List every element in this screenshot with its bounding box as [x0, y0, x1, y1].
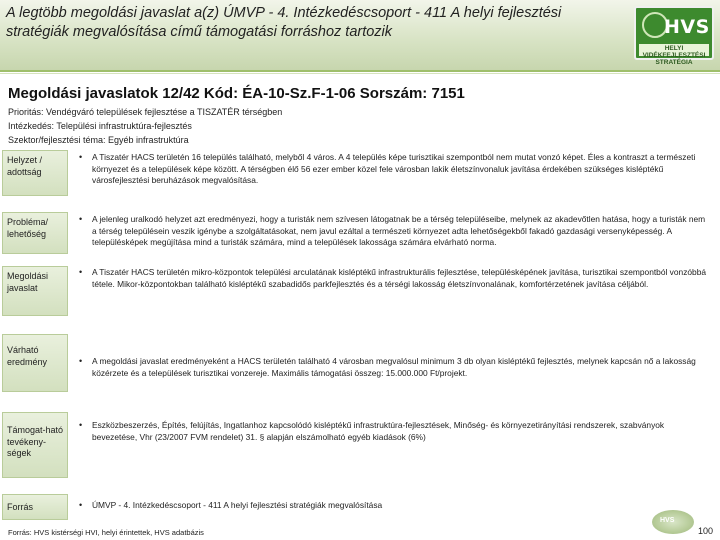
row-text-megoldas: A Tiszatér HACS területén mikro-központok települési arculatának kisléptékű infrastrukturális fejlesztése, településképének javítása, turisztikai szempontból vonzóbbá tétele. Mikor-központokban található kisléptékű szabadidős parkfejlesztés és a térségi lakosság életszínvonalának, komfortérzetének javítása céljából. — [92, 267, 707, 289]
header-title: A legtöbb megoldási javaslat a(z) ÚMVP - 4. Intézkedéscsoport - 411 A helyi fejlesztési stratégiák megvalósítása című támogatási forráshoz tartozik — [6, 5, 562, 40]
row-bullet: • — [79, 420, 83, 430]
row-bullet: • — [79, 267, 83, 277]
header-divider — [0, 70, 720, 72]
sector-line: Szektor/fejlesztési téma: Egyéb infrastruktúra — [8, 135, 189, 145]
row-text-tevekenysegek: Eszközbeszerzés, Építés, felújítás, Ingatlanhoz kapcsolódó kisléptékű infrastruktúra-fejlesztések, Minőség- és környezetirányítási rendszerek, szabványok bevezetése, Vhr (23/2007 FVM rendelet) 31. § alapján elszámolható egyéb kiadások (6%) — [92, 420, 665, 442]
row-text-forras: ÚMVP - 4. Intézkedéscsoport - 411 A helyi fejlesztési stratégiák megvalósítása — [92, 500, 383, 510]
row-label-eredmeny: Várható eredmény — [2, 334, 68, 392]
row-bullet: • — [79, 356, 83, 366]
row-label-forras: Forrás — [2, 494, 68, 520]
row-label-problema: Probléma/ lehetőség — [2, 212, 68, 254]
footer-logo-text: HVS — [660, 517, 675, 524]
page-heading: Megoldási javaslatok 12/42 Kód: ÉA-10-Sz.F-1-06 Sorszám: 7151 — [8, 85, 465, 102]
footer-source: Forrás: HVS kistérségi HVI, helyi érintettek, HVS adatbázis — [8, 528, 204, 537]
row-label-megoldas: Megoldási javaslat — [2, 266, 68, 316]
logo-mark: HVS — [664, 16, 710, 38]
header-band — [0, 0, 720, 70]
row-text-problema: A jelenleg uralkodó helyzet azt eredményezi, hogy a turisták nem szívesen látogatnak be a térség településeibe, melynek az akadevőtlen hatása, hogy a turisták nem a térség településein veszik igénybe a szolgáltatásokat, nem javul ezáltal a természeti környezet adta lehetőségekből fakadó gazdasági versenyképesség. A településképek megújítása mind a turisták számára, mind a települések lakossága számára elvárható norma. — [92, 214, 706, 247]
row-bullet: • — [79, 214, 83, 224]
row-label-tevekenysegek: Támogat-ható tevékeny-ségek — [2, 412, 68, 478]
row-text-helyzet: A Tiszatér HACS területén 16 település található, melyből 4 város. A 4 település képe turisztikai szempontból nem mutat vonzó képet. Éles a kontraszt a természeti környezet és a települések képe között. A térségben élő 56 ezer ember közel fele városban lakik életszínvonaluk javítása érdekében szükséges kisléptékű városfejlesztési beruházások megvalósítása. — [92, 152, 696, 185]
row-bullet: • — [79, 152, 83, 162]
page-number: 100 — [698, 526, 714, 536]
header-divider-light — [0, 73, 720, 74]
priority-line: Prioritás: Vendégváró települések fejlesztése a TISZATÉR térségben — [8, 107, 283, 117]
hvs-logo — [634, 6, 714, 66]
row-label-helyzet: Helyzet / adottság — [2, 150, 68, 196]
measure-line: Intézkedés: Települési infrastruktúra-fejlesztés — [8, 121, 192, 131]
row-text-eredmeny: A megoldási javaslat eredményeként a HACS területén található 4 városban megvalósul minimum 3 db olyan kisléptékű fejlesztés, melynek kapcsán nő a lakosság közérzete és a települések turisztikai vonzereje. Maximális támogatási összeg: 15.000.000 Ft/projekt. — [92, 356, 696, 378]
logo-subtext: HELYI VIDÉKFEJLESZTÉSI STRATÉGIA — [642, 45, 706, 66]
row-bullet: • — [79, 500, 83, 510]
